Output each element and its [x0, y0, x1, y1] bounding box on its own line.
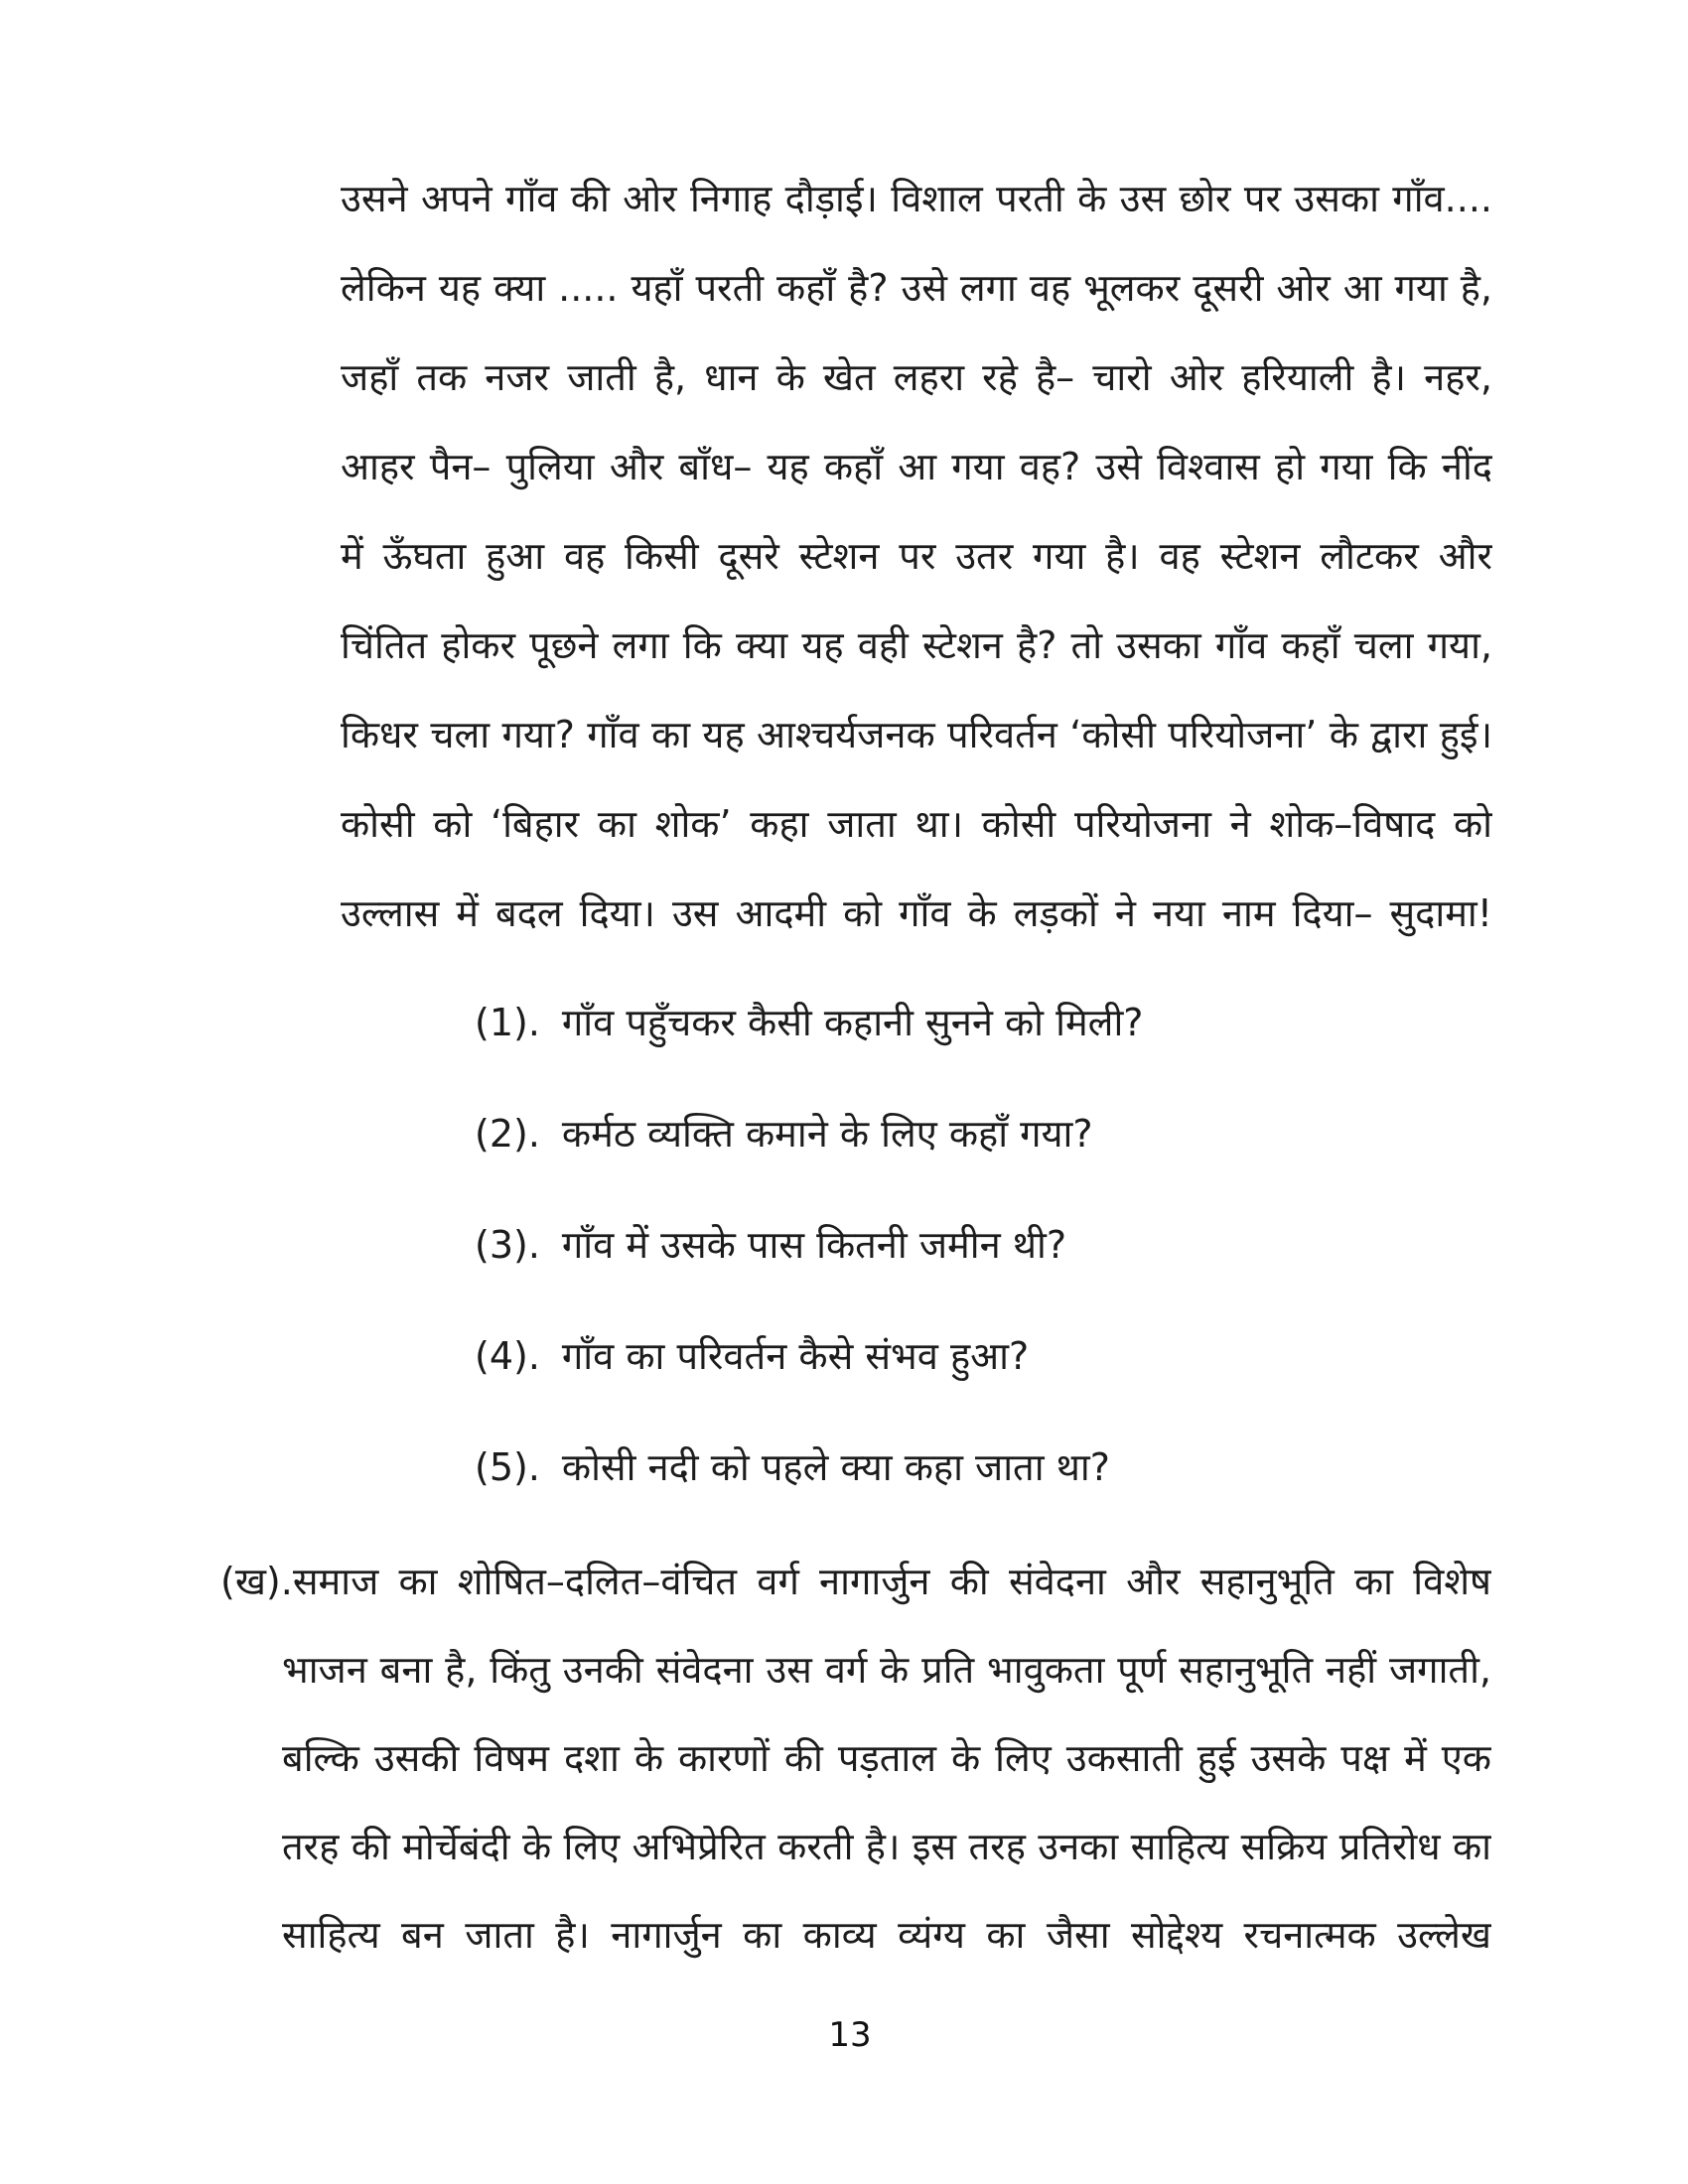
- passage-line: लेकिन यह क्या ..... यहाँ परती कहाँ है? उसे लगा वह भूलकर दूसरी ओर आ गया है,: [341, 266, 1492, 310]
- question-text: कोसी नदी को पहले क्या कहा जाता था?: [561, 1445, 1110, 1489]
- passage-line: जहाँ तक नजर जाती है, धान के खेत लहरा रहे है– चारो ओर हरियाली है। नहर,: [341, 355, 1492, 399]
- question-number: (1).: [475, 1001, 540, 1044]
- passage-line: उसने अपने गाँव की ओर निगाह दौड़ाई। विशाल परती के उस छोर पर उसका गाँव....: [341, 177, 1492, 220]
- question-number: (5).: [475, 1445, 540, 1489]
- question-number: (3).: [475, 1223, 540, 1267]
- page-number: 13: [828, 2015, 872, 2055]
- passage-line: साहित्य बन जाता है। नागार्जुन का काव्य व्यंग्य का जैसा सोद्देश्य रचनात्मक उल्लेख: [282, 1913, 1491, 1957]
- question-text: गाँव का परिवर्तन कैसे संभव हुआ?: [561, 1334, 1030, 1378]
- passage-paragraph: [341, 154, 1492, 958]
- passage-line: चिंतित होकर पूछने लगा कि क्या यह वही स्टेशन है? तो उसका गाँव कहाँ चला गया,: [341, 623, 1492, 667]
- passage-line: आहर पैन– पुलिया और बाँध– यह कहाँ आ गया वह? उसे विश्वास हो गया कि नींद: [341, 445, 1492, 488]
- question-item-3: [475, 1189, 1468, 1300]
- question-item-5: [475, 1412, 1468, 1523]
- question-item-1: [475, 967, 1468, 1078]
- passage-line: किधर चला गया? गाँव का यह आश्चर्यजनक परिवर्तन ‘कोसी परियोजना’ के द्वारा हुई।: [341, 713, 1492, 756]
- question-text: कर्मठ व्यक्ति कमाने के लिए कहाँ गया?: [561, 1112, 1093, 1156]
- question-item-2: [475, 1078, 1468, 1189]
- question-item-4: [475, 1300, 1468, 1412]
- passage-line: भाजन बना है, किंतु उनकी संवेदना उस वर्ग के प्रति भावुकता पूर्ण सहानुभूति नहीं जगाती,: [282, 1648, 1491, 1692]
- passage-line: तरह की मोर्चेबंदी के लिए अभिप्रेरित करती है। इस तरह उनका साहित्य सक्रिय प्रतिरोध का: [282, 1825, 1491, 1868]
- passage-line: कोसी को ‘बिहार का शोक’ कहा जाता था। कोसी परियोजना ने शोक–विषाद को: [341, 802, 1492, 846]
- question-text: गाँव पहुँचकर कैसी कहानी सुनने को मिली?: [561, 1001, 1144, 1044]
- question-number: (4).: [475, 1334, 540, 1378]
- passage-line: उल्लास में बदल दिया। उस आदमी को गाँव के लड़कों ने नया नाम दिया– सुदामा!: [341, 891, 1492, 935]
- section-kha-paragraph: [220, 1537, 1491, 1979]
- passage-line: समाज का शोषित–दलित–वंचित वर्ग नागार्जुन की संवेदना और सहानुभूति का विशेष: [292, 1560, 1491, 1603]
- question-number: (2).: [475, 1112, 540, 1156]
- section-kha-first-line: [220, 1537, 1491, 1626]
- passage-line: में ऊँघता हुआ वह किसी दूसरे स्टेशन पर उतर गया है। वह स्टेशन लौटकर और: [341, 534, 1492, 578]
- section-kha-label: (ख).: [220, 1560, 293, 1603]
- question-text: गाँव में उसके पास कितनी जमीन थी?: [561, 1223, 1067, 1267]
- comprehension-question-list: [475, 967, 1468, 1523]
- passage-line: बल्कि उसकी विषम दशा के कारणों की पड़ताल के लिए उकसाती हुई उसके पक्ष में एक: [282, 1736, 1491, 1780]
